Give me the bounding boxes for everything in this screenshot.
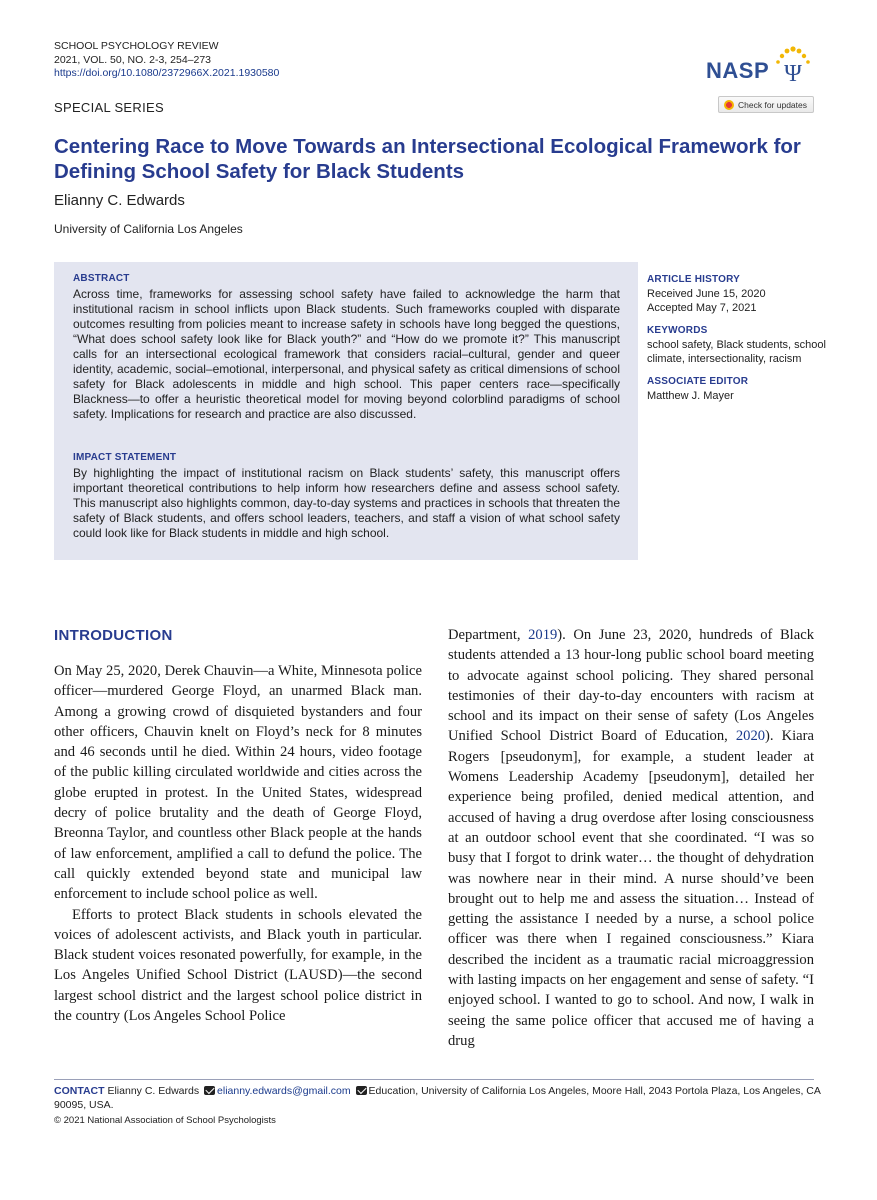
body-text: Department, [448, 627, 529, 643]
abstract-text: Across time, frameworks for assessing school safety have failed to acknowledge the harm that institutional racism in school inflicts upon Black students. Such frameworks coupled with disparate outcomes resulting from policies meant to increase safety in schools have long begged the questions, “What does school safety look like for Black youth?” and “How do we promote it?” This manuscript calls for an intersectional ecological framework that considers racial–cultural, gender and queer identity, academic, social–emotional, interpersonal, and physical safety as critical dimensions of school safety for Black adolescents in middle and high school. This paper centers race—specifically Blackness—to offer a heuristic theoretical model for moving beyond colorblind paradigms of school safety. Implications for research and practice are also discussed. [73, 287, 620, 421]
copyright-notice: © 2021 National Association of School Psychologists [54, 1115, 276, 1126]
crossmark-icon [724, 100, 734, 110]
contact-email-link[interactable]: elianny.edwards@gmail.com [217, 1085, 351, 1097]
contact-label: CONTACT [54, 1085, 105, 1097]
journal-header [54, 40, 279, 81]
body-text: ). Kiara Rogers [pseudonym], for example, a student leader at Womens Leadership Academy [pseudonym], detailed her experience being profiled, denied medical attention, and accused of having a drug overdose after losing consciousness at an outdoor school event that she coordinated. “I was so busy that I forgot to drink water… the thought of dehydration was nowhere near in their mind. A nurse should’ve been brought out to help me and assess the situation… Instead of getting the assistance I needed by a nurse, a school police officer was there when I regained consciousness.” Kiara described the incident as a traumatic racial microaggression with lasting impacts on her engagement and sense of safety. “I enjoyed school. I wanted to go to school. And now, I walk in seeing the same police officer that accused me of having a drug [448, 728, 814, 1049]
article-title: Centering Race to Move Towards an Intersectional Ecological Framework for Defining School Safety for Black Students [54, 135, 801, 183]
author-name: Elianny C. Edwards [54, 192, 185, 209]
keywords-list: school safety, Black students, school climate, intersectionality, racism [647, 339, 826, 365]
email-icon [204, 1086, 215, 1095]
check-for-updates-button[interactable] [718, 96, 814, 113]
received-date: Received June 15, 2020 [647, 288, 766, 300]
body-text: ). On June 23, 2020, hundreds of Black students attended a 13 hour-long public school board meeting to advocate against school policing. They shared personal testimonies of their day-to-day encounters with racism at school and its impact on their sense of safety (Los Angeles Unified School District Board of Education, [448, 627, 814, 745]
body-column-left [54, 661, 422, 1026]
citation-link[interactable]: 2019 [528, 627, 558, 643]
journal-name: SCHOOL PSYCHOLOGY REVIEW [54, 40, 219, 52]
impact-statement-text: By highlighting the impact of institutional racism on Black students’ safety, this manuscript offers important theoretical contributions to help inform how researchers define and assess school safety. This manuscript also highlights common, day-to-day systems and practices in schools that threaten the safety of Black students, and offers school leaders, teachers, and staff a vision of what school safety could look like for Black students in middle and high school. [73, 466, 620, 540]
nasp-logo-text: NASP [706, 58, 770, 83]
citation-link[interactable]: 2020 [735, 728, 766, 745]
contact-line [54, 1085, 824, 1112]
body-paragraph [448, 625, 814, 1051]
introduction-heading: INTRODUCTION [54, 627, 173, 644]
nasp-logo [706, 46, 818, 86]
special-series-label: SPECIAL SERIES [54, 100, 164, 115]
body-paragraph: Efforts to protect Black students in schools elevated the voices of adolescent activists, and Black youth in particular. Black student voices resonated powerfully, for example, in the Los Angeles Unified School District (LAUSD)—the second largest school district and the largest school police district in the country (Los Angeles School Police [54, 906, 422, 1025]
associate-editor-name: Matthew J. Mayer [647, 390, 734, 402]
journal-volume: 2021, VOL. 50, NO. 2-3, 254–273 [54, 53, 212, 66]
footer-divider [54, 1079, 814, 1080]
article-info-sidebar [647, 273, 827, 403]
check-for-updates-label: Check for updates [738, 99, 807, 110]
abstract-heading: ABSTRACT [73, 273, 130, 284]
accepted-date: Accepted May 7, 2021 [647, 302, 757, 314]
associate-editor-heading: ASSOCIATE EDITOR [647, 376, 749, 387]
contact-address: Education, University of California Los Angeles, Moore Hall, 2043 Portola Plaza, Los Angeles, CA 90095, USA. [54, 1085, 821, 1111]
keywords-heading: KEYWORDS [647, 325, 708, 336]
doi-link[interactable]: https://doi.org/10.1080/2372966X.2021.1930580 [54, 67, 280, 79]
article-history-heading: ARTICLE HISTORY [647, 274, 741, 285]
contact-name: Elianny C. Edwards [107, 1085, 200, 1097]
psi-logo-icon [768, 46, 818, 86]
svg-text:Ψ: Ψ [784, 61, 802, 86]
body-paragraph: On May 25, 2020, Derek Chauvin—a White, Minnesota police officer—murdered George Floyd, an unarmed Black man. Among a growing crowd of disquieted bystanders and four other officers, Chauvin knelt on Floyd’s neck for 8 minutes and 46 seconds until he died. Within 24 hours, video footage of the public killing circulated worldwide and cities across the globe erupted in protest. In the United States, widespread decry of police brutality and the death of George Floyd, Breonna Taylor, and countless other Black people at the hands of law enforcement, amplified a call to defund the police. The call quickly extended beyond state and municipal law enforcement to include school police as well. [54, 663, 422, 903]
contact-footer [54, 1085, 824, 1128]
impact-statement-heading: IMPACT STATEMENT [73, 452, 177, 463]
author-affiliation: University of California Los Angeles [54, 222, 243, 236]
body-column-right [448, 625, 814, 1051]
address-icon [356, 1086, 367, 1095]
